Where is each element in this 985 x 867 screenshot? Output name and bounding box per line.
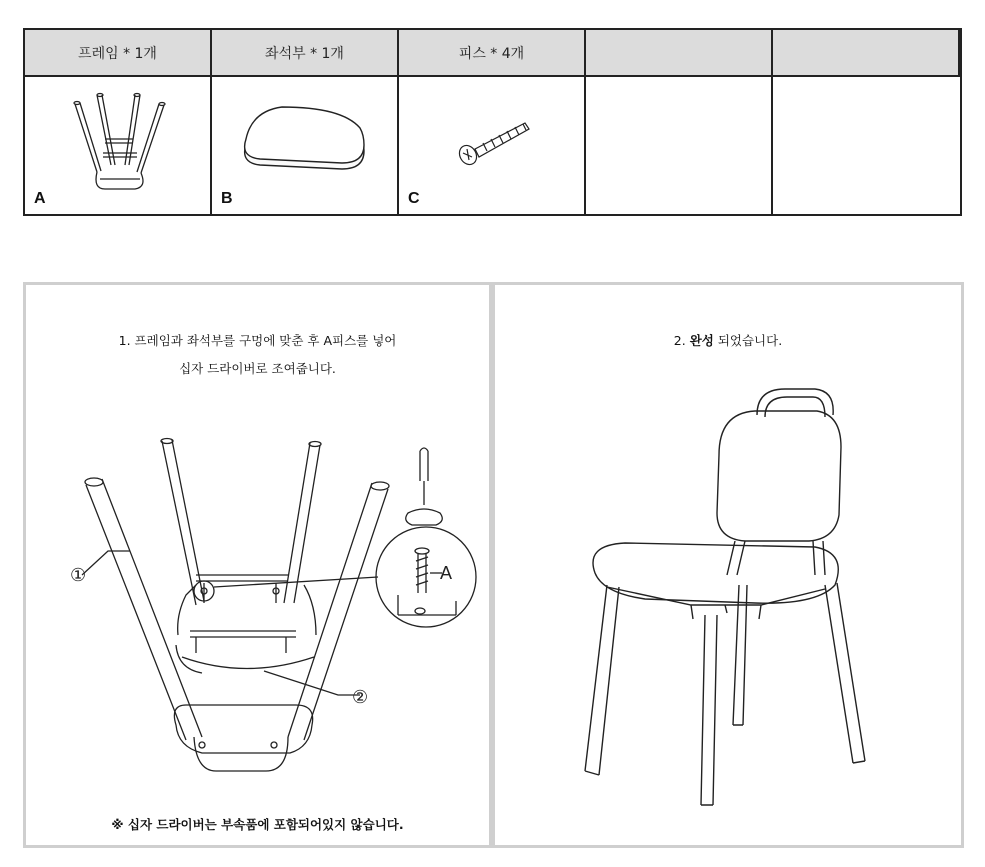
step-2-bold: 완성 [689, 333, 714, 348]
part-letter-a: A [34, 190, 46, 207]
step-1-line-2: 십자 드라이버로 조여줍니다. [179, 361, 336, 376]
part-cell-screw [399, 77, 586, 214]
part-cell-empty-2 [773, 77, 960, 214]
part-cell-frame [25, 77, 212, 214]
part-header-empty-2 [773, 30, 960, 77]
part-header-seat: 좌석부 * 1개 [212, 30, 399, 77]
step-2-panel [492, 282, 964, 848]
step-1-line-1: 1. 프레임과 좌석부를 구멍에 맞춘 후 A피스를 넣어 [118, 333, 397, 348]
finished-chair-illustration [495, 285, 961, 845]
step-1-panel [23, 282, 492, 848]
assembly-illustration [26, 285, 489, 845]
callout-a: A [440, 563, 453, 583]
part-cell-empty-1 [586, 77, 773, 214]
part-header-screw: 피스 * 4개 [399, 30, 586, 77]
screw-illustration [399, 77, 584, 214]
part-header-frame: 프레임 * 1개 [25, 30, 212, 77]
callout-1: ① [70, 565, 87, 586]
frame-illustration [25, 77, 210, 214]
seat-illustration [212, 77, 397, 214]
step-2-prefix: 2. [673, 333, 690, 348]
parts-table [23, 28, 962, 216]
step-2-suffix: 되었습니다. [713, 333, 783, 348]
screwdriver-note: ※ 십자 드라이버는 부속품에 포함되어있지 않습니다. [111, 817, 404, 832]
part-header-empty-1 [586, 30, 773, 77]
part-letter-c: C [408, 190, 420, 207]
part-letter-b: B [221, 190, 233, 207]
part-cell-seat [212, 77, 399, 214]
callout-2: ② [352, 687, 369, 708]
